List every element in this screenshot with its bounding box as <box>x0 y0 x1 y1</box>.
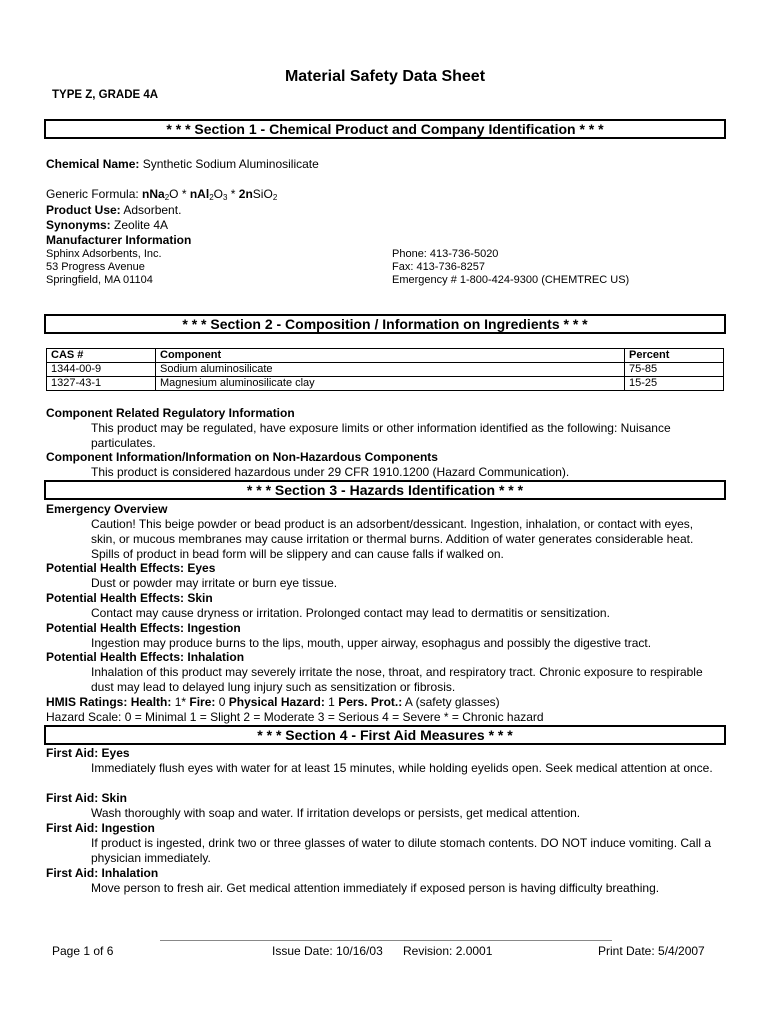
hazard-scale: Hazard Scale: 0 = Minimal 1 = Slight 2 = Moderate 3 = Serious 4 = Severe * = Chronic hazard <box>46 710 544 724</box>
table-cell: 1344-00-9 <box>47 363 156 377</box>
non-hazardous-heading: Component Information/Information on Non-Hazardous Components <box>46 450 438 464</box>
regulatory-text: This product may be regulated, have exposure limits or other information identified as the following: Nuisance particulates. <box>91 421 671 450</box>
hmis-health-value: 1* <box>174 695 187 709</box>
print-date: Print Date: 5/4/2007 <box>598 944 705 958</box>
health-inhalation-heading: Potential Health Effects: Inhalation <box>46 650 245 664</box>
section-1-header: * * * Section 1 - Chemical Product and Company Identification * * * <box>44 119 726 139</box>
first-aid-eyes-heading: First Aid: Eyes <box>46 746 130 760</box>
formula-part: 2n <box>238 187 253 201</box>
first-aid-inhalation-heading: First Aid: Inhalation <box>46 866 159 880</box>
table-row <box>47 363 724 377</box>
hmis-ppe-value: A (safety glasses) <box>404 695 500 709</box>
hmis-label: HMIS Ratings: <box>46 695 128 709</box>
column-header: CAS # <box>47 349 156 363</box>
first-aid-inhalation-text: Move person to fresh air. Get medical attention immediately if exposed person is having difficulty breathing. <box>91 881 660 895</box>
chemical-name-value: Synthetic Sodium Aluminosilicate <box>142 157 319 171</box>
column-header: Percent <box>625 349 724 363</box>
formula-sub: 2 <box>209 193 214 202</box>
first-aid-skin-heading: First Aid: Skin <box>46 791 127 805</box>
table-cell: 1327-43-1 <box>47 377 156 391</box>
emergency-overview-heading: Emergency Overview <box>46 502 168 516</box>
section-3-header: * * * Section 3 - Hazards Identification * * * <box>44 480 726 500</box>
table-header-row <box>47 349 724 363</box>
formula-sub: 2 <box>272 193 278 202</box>
formula-part: nAl <box>189 187 210 201</box>
synonyms-label: Synonyms: <box>46 218 111 232</box>
product-use-label: Product Use: <box>46 203 121 217</box>
section-2-header: * * * Section 2 - Composition / Information on Ingredients * * * <box>44 314 726 334</box>
hmis-fire-value: 0 <box>218 695 226 709</box>
revision: Revision: 2.0001 <box>403 944 493 958</box>
health-eyes-heading: Potential Health Effects: Eyes <box>46 561 216 575</box>
formula-part: O <box>213 187 223 201</box>
contact-phone: Phone: 413-736-5020 <box>392 248 499 260</box>
page-number: Page 1 of 6 <box>52 944 114 958</box>
footer-divider <box>160 940 612 941</box>
first-aid-ingestion-heading: First Aid: Ingestion <box>46 821 155 835</box>
health-ingestion-text: Ingestion may produce burns to the lips, mouth, upper airway, esophagus and possibly the digestive tract. <box>91 636 652 650</box>
hmis-physical-value: 1 <box>328 695 335 709</box>
regulatory-heading: Component Related Regulatory Information <box>46 406 295 420</box>
health-skin-text: Contact may cause dryness or irritation. Prolonged contact may lead to dermatitis or sensitization. <box>91 606 610 620</box>
address-line: Sphinx Adsorbents, Inc. <box>46 248 162 260</box>
synonyms <box>46 218 168 233</box>
manufacturer-heading: Manufacturer Information <box>46 233 192 247</box>
hmis-health-label: Health: <box>130 695 172 709</box>
contact-emergency: Emergency # 1-800-424-9300 (CHEMTREC US) <box>392 274 630 286</box>
table-cell: Sodium aluminosilicate <box>156 363 625 377</box>
first-aid-skin-text: Wash thoroughly with soap and water. If irritation develops or persists, get medical attention. <box>91 806 581 820</box>
document-title: Material Safety Data Sheet <box>284 68 486 85</box>
synonyms-value: Zeolite 4A <box>114 218 169 232</box>
product-grade: TYPE Z, GRADE 4A <box>52 89 159 101</box>
chemical-name-label: Chemical Name: <box>46 157 140 171</box>
health-inhalation-text: Inhalation of this product may severely irritate the nose, throat, and respiratory tract. Chronic exposure to respirable dust may lead to delayed lung injury such as sensitization or fibrosis. <box>91 665 703 694</box>
health-skin-heading: Potential Health Effects: Skin <box>46 591 213 605</box>
formula-part: nNa <box>142 187 165 201</box>
product-use <box>46 203 181 218</box>
product-use-value: Adsorbent. <box>123 203 182 217</box>
formula-label: Generic Formula: <box>46 187 139 201</box>
section-4-header: * * * Section 4 - First Aid Measures * * * <box>44 725 726 745</box>
ingredients-table <box>46 348 724 391</box>
formula-sub: 2 <box>164 193 170 202</box>
hmis-fire-label: Fire: <box>189 695 216 709</box>
hmis-physical-label: Physical Hazard: <box>228 695 325 709</box>
table-cell: 15-25 <box>625 377 724 391</box>
hmis-ratings <box>46 695 500 710</box>
formula-part: O * <box>169 187 190 201</box>
first-aid-ingestion-text: If product is ingested, drink two or three glasses of water to dilute stomach contents. DO NOT induce vomiting. Call a physician immediately. <box>91 836 712 865</box>
emergency-overview-text: Caution! This beige powder or bead product is an adsorbent/dessicant. Ingestion, inhalation, or contact with eyes, skin, or mucous membranes may cause irritation or thermal burns. Addition of water generates considerable heat. Spills of product in bead form will be slippery and can cause falls if walked on. <box>91 517 694 561</box>
table-cell: 75-85 <box>625 363 724 377</box>
contact-fax: Fax: 413-736-8257 <box>392 261 485 273</box>
health-eyes-text: Dust or powder may irritate or burn eye tissue. <box>91 576 338 590</box>
table-cell: Magnesium aluminosilicate clay <box>156 377 625 391</box>
hmis-ppe-label: Pers. Prot.: <box>338 695 403 709</box>
formula-part: SiO <box>252 187 273 201</box>
address-line: 53 Progress Avenue <box>46 261 145 273</box>
chemical-name <box>46 157 319 172</box>
first-aid-eyes-text: Immediately flush eyes with water for at least 15 minutes, while holding eyelids open. Seek medical attention at once. <box>91 761 713 775</box>
health-ingestion-heading: Potential Health Effects: Ingestion <box>46 621 241 635</box>
formula-part: * <box>227 187 239 201</box>
address-line: Springfield, MA 01104 <box>46 274 153 286</box>
issue-date: Issue Date: 10/16/03 <box>272 944 383 958</box>
formula-sub: 3 <box>222 193 228 202</box>
column-header: Component <box>156 349 625 363</box>
non-hazardous-text: This product is considered hazardous under 29 CFR 1910.1200 (Hazard Communication). <box>91 465 570 479</box>
table-row <box>47 377 724 391</box>
